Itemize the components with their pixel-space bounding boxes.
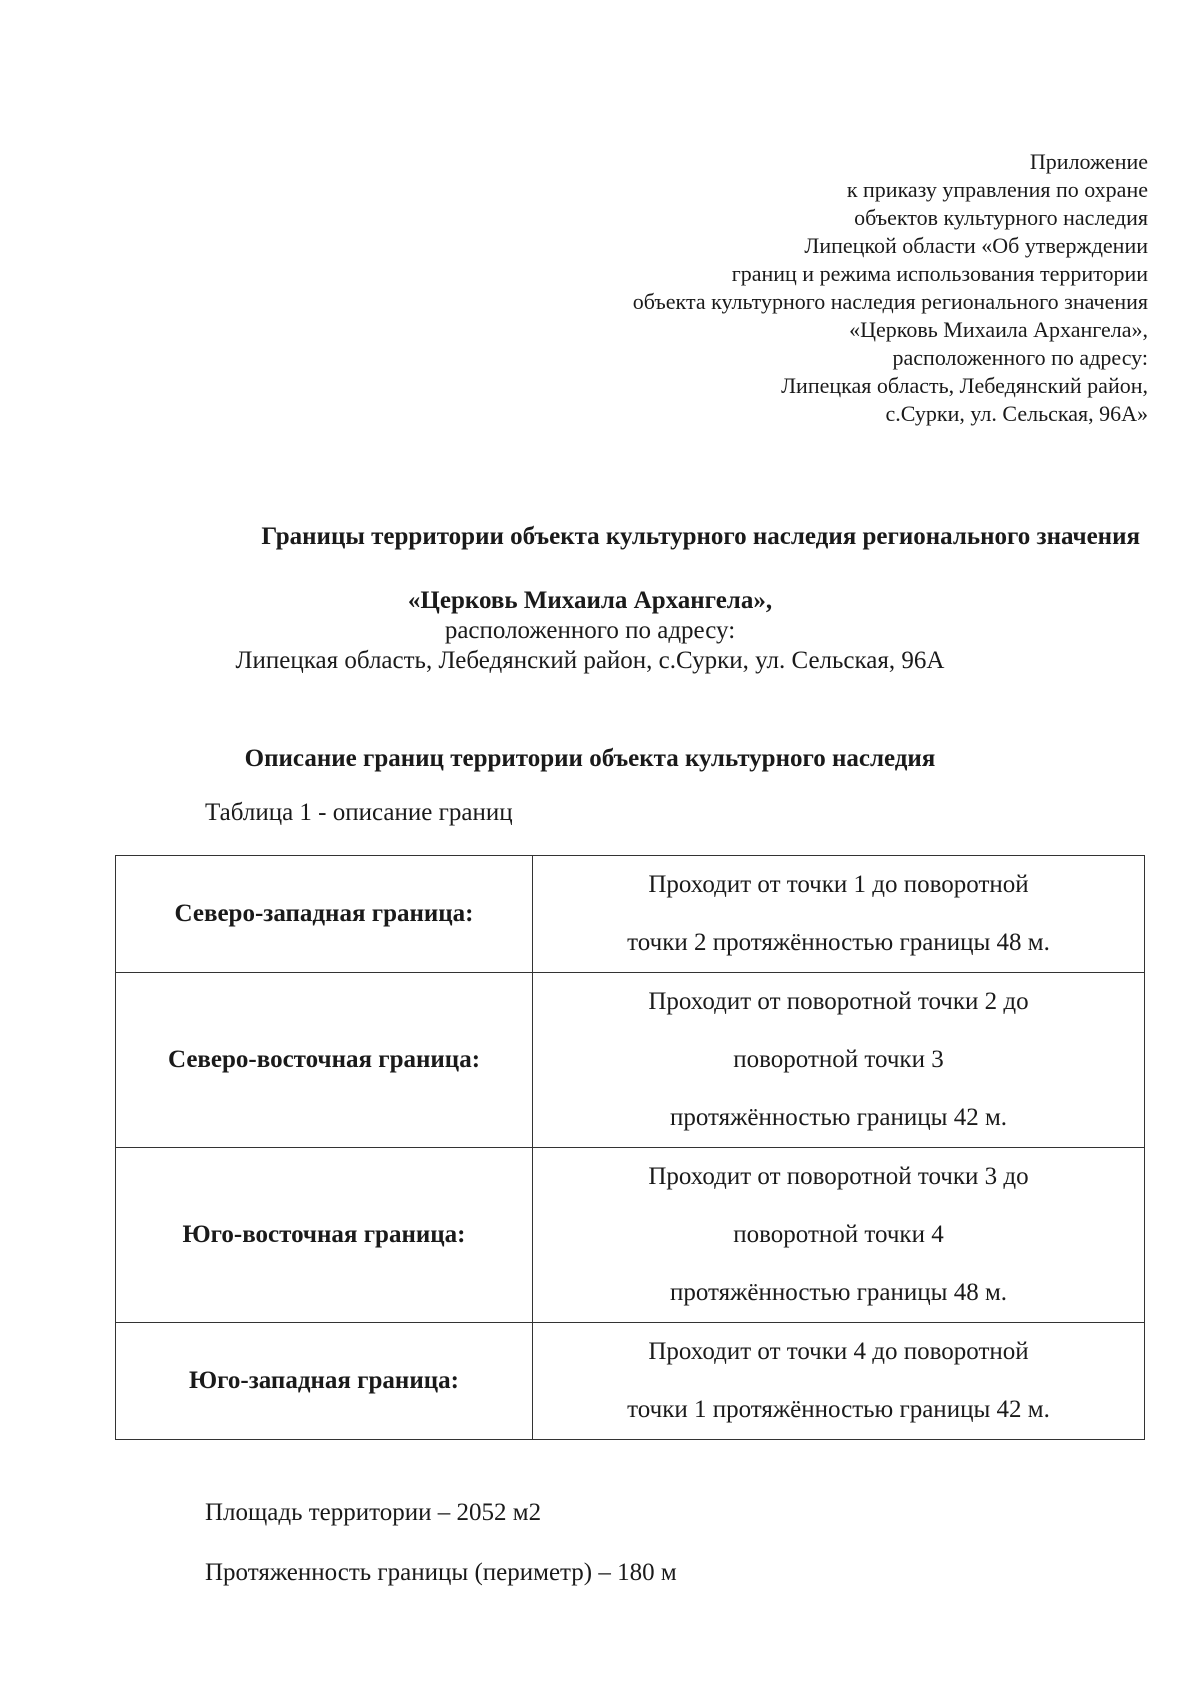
address-label: расположенного по адресу: (444, 617, 736, 644)
appendix-line: Липецкая область, Лебедянский район, (781, 373, 1148, 398)
boundary-side: Северо-восточная граница: (116, 973, 533, 1148)
boundary-table (115, 855, 1145, 1440)
boundary-side: Юго-восточная граница: (116, 1148, 533, 1323)
boundary-description (533, 1148, 1145, 1323)
object-name: «Церковь Михаила Архангела», (407, 587, 773, 614)
appendix-line: к приказу управления по охране (846, 177, 1148, 202)
description-line: протяжённостью границы 48 м. (669, 1279, 1008, 1306)
description-line: точки 2 протяжённостью границы 48 м. (627, 929, 1050, 956)
description-line: Проходит от поворотной точки 3 до (648, 1163, 1029, 1190)
boundary-description (533, 973, 1145, 1148)
object-block (140, 586, 1040, 676)
appendix-line: Приложение (1029, 149, 1148, 174)
document-title: Границы территории объекта культурного наследия регионального значения (261, 523, 1140, 550)
boundary-description (533, 856, 1145, 973)
appendix-line: границ и режима использования территории (731, 261, 1148, 286)
description-line: точки 1 протяжённостью границы 42 м. (627, 1396, 1050, 1423)
appendix-line: объектов культурного наследия (854, 205, 1148, 230)
section-title: Описание границ территории объекта культурного наследия (244, 745, 936, 772)
appendix-line: с.Сурки, ул. Сельская, 96А» (885, 401, 1148, 426)
table-caption: Таблица 1 - описание границ (205, 799, 513, 826)
object-address: Липецкая область, Лебедянский район, с.Сурки, ул. Сельская, 96А (235, 647, 945, 674)
territory-area: Площадь территории – 2052 м2 (205, 1499, 542, 1526)
table-row (116, 856, 1145, 973)
appendix-header (448, 148, 1148, 428)
appendix-line: Липецкой области «Об утверждении (804, 233, 1148, 258)
boundary-perimeter: Протяженность границы (периметр) – 180 м (205, 1559, 677, 1586)
appendix-line: расположенного по адресу: (892, 345, 1148, 370)
description-line: Проходит от точки 4 до поворотной (648, 1338, 1029, 1365)
boundary-side: Северо-западная граница: (116, 856, 533, 973)
description-line: поворотной точки 4 (733, 1221, 944, 1248)
description-line: поворотной точки 3 (733, 1046, 944, 1073)
boundary-description (533, 1323, 1145, 1440)
description-line: Проходит от точки 1 до поворотной (648, 871, 1029, 898)
appendix-line: «Церковь Михаила Архангела», (849, 317, 1148, 342)
table-row (116, 1148, 1145, 1323)
table-row (116, 1323, 1145, 1440)
description-line: протяжённостью границы 42 м. (669, 1104, 1008, 1131)
table-row (116, 973, 1145, 1148)
description-line: Проходит от поворотной точки 2 до (648, 988, 1029, 1015)
boundary-side: Юго-западная граница: (116, 1323, 533, 1440)
appendix-line: объекта культурного наследия регионального значения (632, 289, 1148, 314)
